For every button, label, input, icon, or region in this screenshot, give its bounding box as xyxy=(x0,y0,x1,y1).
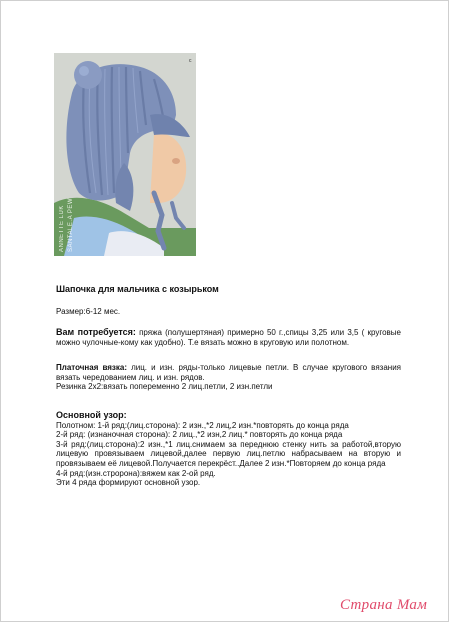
photo-credit-line-1: ANNETTE LUK xyxy=(59,205,65,252)
materials-label: Вам потребуется: xyxy=(56,327,136,337)
plain-knitting-text: лиц. и изн. ряды-только лицевые петли. В случае кругового вязания вязать чередованием лиц. и изн. рядов. xyxy=(56,363,401,382)
page-number: c xyxy=(189,58,192,64)
pattern-row-2: 2-й ряд: (изнаночная сторона): 2 лиц.,*2 изн,2 лиц.* повторять до конца ряда xyxy=(56,430,343,440)
pattern-row-3: 3-й ряд:(лиц.сторона):2 изн.,*1 лиц.снимаем за переднюю стенку нить за работой,вторую лицевую провязываем лицевой,далее первую лиц.петлю набрасываем на вторую и провязываем её лицевой.Получается перекрёст..Далее 2 изн.*Повторяем до конца ряда xyxy=(56,439,401,468)
plain-knitting-section xyxy=(56,363,401,392)
site-watermark: Страна Мам xyxy=(340,597,428,613)
pattern-heading: Основной узор: xyxy=(56,410,127,420)
pattern-summary: Эти 4 ряда формируют основной узор. xyxy=(56,478,201,488)
main-pattern-section xyxy=(56,411,401,488)
plain-knitting-label: Платочная вязка: xyxy=(56,363,128,372)
photo-credit-line-2: SANTALE.A PEW xyxy=(68,197,74,252)
materials-section xyxy=(56,328,401,347)
pattern-row-1: Полотном: 1-й ряд:(лиц.сторона): 2 изн.,*2 лиц,2 изн.*повторять до конца ряда xyxy=(56,420,349,430)
materials-text: пряжа (полушертяная) примерно 50 г.,спицы 3,25 или 3,5 ( круговые можно чулочные-кому как удобно). Т.е вязать можно в круговую или полотном. xyxy=(56,328,402,347)
photo-credit xyxy=(58,172,82,252)
pattern-row-4: 4-й ряд:(изн.стророна):вяжем как 2-ой ряд. xyxy=(56,468,216,478)
size-text: Размер:6-12 мес. xyxy=(56,307,121,316)
rib-text: Резинка 2х2:вязать попеременно 2 лиц.петли, 2 изн.петли xyxy=(56,382,273,392)
document-title: Шапочка для мальчика с козырьком xyxy=(56,284,219,294)
